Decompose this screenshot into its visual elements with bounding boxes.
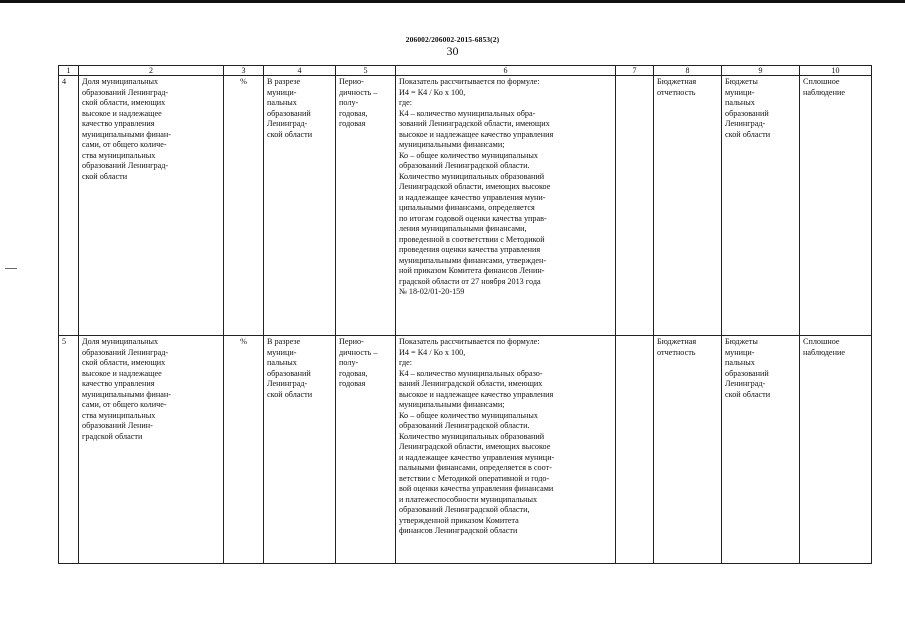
col-header-8: 8 <box>654 66 722 76</box>
top-border-line <box>0 0 905 3</box>
periodicity-cell: Перио- дичность – полу- годовая, годовая <box>336 76 396 336</box>
unit-cell: % <box>224 336 264 564</box>
periodicity-cell: Перио- дичность – полу- годовая, годовая <box>336 336 396 564</box>
col-header-6: 6 <box>396 66 616 76</box>
col-header-4: 4 <box>264 66 336 76</box>
col-header-7: 7 <box>616 66 654 76</box>
col-header-5: 5 <box>336 66 396 76</box>
indicators-table <box>58 65 872 564</box>
col7-cell <box>616 76 654 336</box>
budgets-cell: Бюджеты муници- пальных образований Ленинград- ской области <box>722 336 800 564</box>
margin-mark <box>5 268 17 269</box>
formula-cell: Показатель рассчитывается по формуле: И4 = К4 / Ко х 100, где: К4 – количество муниципальных образо- ваний Ленинградской области, имеющих высокое и надлежащее качество управления муниципальными финансами; Ко – общее количество муниципальных образований Ленинградской области. Количество муниципальных образований Ленинградской области, имеющих высокое и надлежащее качество управления муници- пальными финансами, определяется в соот- ветствии с Методикой оперативной и годо- вой оценки качества управления финансами и платежеспособности муниципальных образований Ленинградской области, утвержденной приказом Комитета финансов Ленинградской области <box>396 336 616 564</box>
breakdown-cell: В разрезе муници- пальных образований Ленинград- ской области <box>264 76 336 336</box>
indicator-name: Доля муниципальных образований Ленинград- ской области, имеющих высокое и надлежащее качество управления муниципальными финан- сами, от общего количе- ства муниципальных образований Ленин- градской области <box>79 336 224 564</box>
col-header-3: 3 <box>224 66 264 76</box>
unit-cell: % <box>224 76 264 336</box>
observation-cell: Сплошное наблюдение <box>800 336 872 564</box>
row-number: 5 <box>59 336 79 564</box>
table-row <box>59 336 872 564</box>
col-header-9: 9 <box>722 66 800 76</box>
row-number: 4 <box>59 76 79 336</box>
col-header-10: 10 <box>800 66 872 76</box>
formula-cell: Показатель рассчитывается по формуле: И4 = К4 / Ко х 100, где: К4 – количество муниципальных обра- зований Ленинградской области, имеющих высокое и надлежащее качество управления муниципальными финансами; Ко – общее количество муниципальных образований Ленинградской области. Количество муниципальных образований Ленинградской области, имеющих высокое и надлежащее качество управления муни- ципальными финансами, определяется по итогам годовой оценки качества управ- ления муниципальными финансами, проведенной в соответствии с Методикой проведения оценки качества управления муниципальными финансами, утвержден- ной приказом Комитета финансов Ленин- градской области от 27 ноября 2013 года № 18-02/01-20-159 <box>396 76 616 336</box>
budgets-cell: Бюджеты муници- пальных образований Ленинград- ской области <box>722 76 800 336</box>
indicator-name: Доля муниципальных образований Ленинград- ской области, имеющих высокое и надлежащее качество управления муниципальными финан- сами, от общего количе- ства муниципальных образований Ленинград- ской области <box>79 76 224 336</box>
col7-cell <box>616 336 654 564</box>
observation-cell: Сплошное наблюдение <box>800 76 872 336</box>
document-id: 206002/206002-2015-6853(2) <box>405 35 500 44</box>
source-cell: Бюджетная отчетность <box>654 76 722 336</box>
table-row <box>59 76 872 336</box>
breakdown-cell: В разрезе муници- пальных образований Ленинград- ской области <box>264 336 336 564</box>
header-row <box>59 66 872 76</box>
page-number: 30 <box>446 44 459 58</box>
source-cell: Бюджетная отчетность <box>654 336 722 564</box>
col-header-1: 1 <box>59 66 79 76</box>
col-header-2: 2 <box>79 66 224 76</box>
